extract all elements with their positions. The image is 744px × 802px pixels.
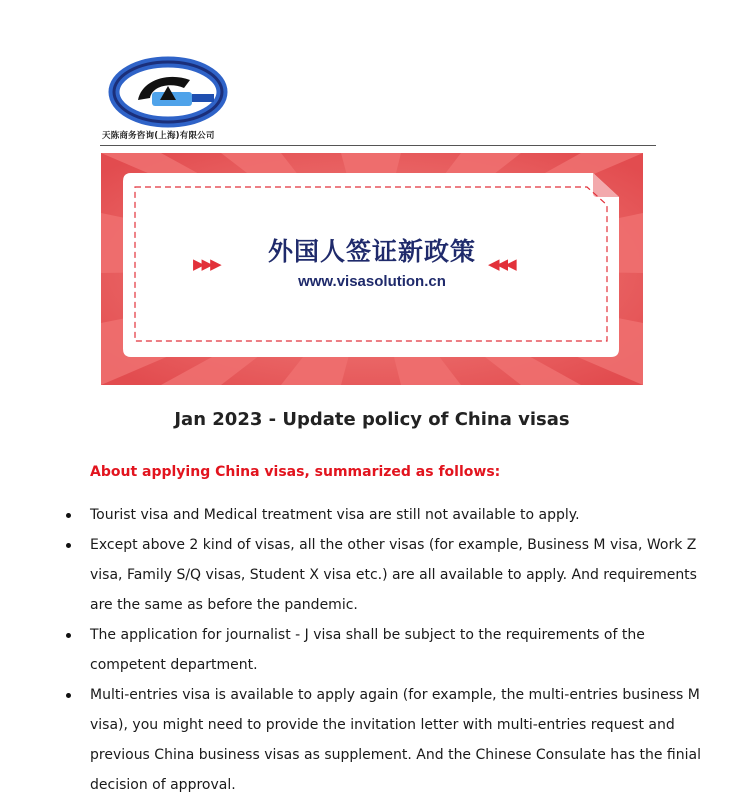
header-divider	[100, 145, 656, 146]
bullet-icon	[66, 543, 71, 548]
company-name: 天陈商务咨询(上海)有限公司	[102, 131, 215, 141]
document-title: Jan 2023 - Update policy of China visas	[174, 409, 570, 430]
policy-banner	[101, 153, 643, 385]
left-arrows-icon: ▶▶▶	[193, 255, 219, 273]
company-logo-icon	[108, 56, 228, 128]
list-item-text: Tourist visa and Medical treatment visa are still not available to apply.	[90, 507, 580, 523]
policy-list	[62, 500, 702, 800]
banner-title: 外国人签证新政策	[267, 237, 476, 266]
bullet-icon	[66, 633, 71, 638]
list-item-text: The application for journalist - J visa shall be subject to the requirements of the competent department.	[90, 627, 645, 673]
list-item	[62, 620, 702, 680]
right-arrows-icon: ◀◀◀	[488, 255, 514, 273]
banner-url: www.visasolution.cn	[298, 273, 446, 290]
summary-heading: About applying China visas, summarized as follows:	[90, 464, 501, 480]
bullet-icon	[66, 513, 71, 518]
bullet-icon	[66, 693, 71, 698]
list-item-text: Multi-entries visa is available to apply again (for example, the multi-entries business M visa), you might need to provide the invitation letter with multi-entries request and previous China business visas as supplement. And the Chinese Consulate has the finial decision of approval.	[90, 687, 701, 793]
list-item	[62, 530, 702, 620]
banner-background	[101, 153, 643, 385]
list-item-text: Except above 2 kind of visas, all the other visas (for example, Business M visa, Work Z visa, Family S/Q visas, Student X visa etc.) are all available to apply. And requirements are the same as before the pandemic.	[90, 537, 697, 613]
list-item	[62, 680, 702, 800]
list-item	[62, 500, 702, 530]
